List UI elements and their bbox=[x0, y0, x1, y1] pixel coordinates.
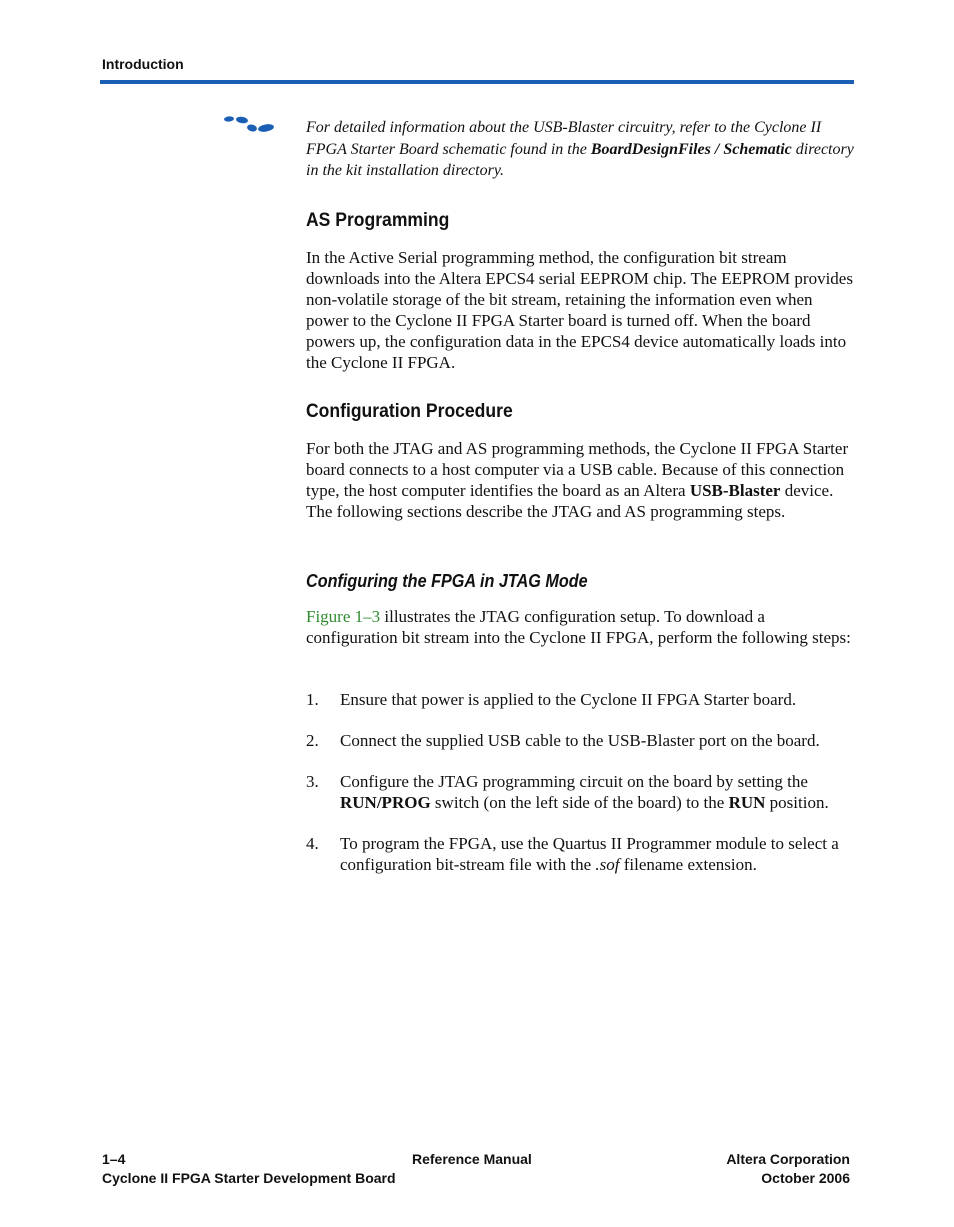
note-text-after: directory in the kit installation directory. bbox=[306, 140, 854, 179]
as-programming-body: In the Active Serial programming method, the configuration bit stream downloads into the Altera EPCS4 serial EEPROM chip. The EEPROM provides non-volatile storage of the bit stream, retaining the information even when power to the Cyclone II FPGA Starter board is turned off. When the board powers up, the configuration data in the EPCS4 device automatically loads into the Cyclone II FPGA. bbox=[306, 248, 853, 372]
note-text-before: For detailed information about the USB-Blaster circuitry, refer to the Cyclone II FPGA Starter Board schematic found in the bbox=[306, 119, 822, 158]
configuration-procedure-text-before: For both the JTAG and AS programming methods, the Cyclone II FPGA Starter board connects to a host computer via a USB cable. Because of this connection type, the host computer identifies the board as an Altera bbox=[306, 439, 849, 500]
footer-company: Altera Corporation bbox=[726, 1151, 850, 1167]
step-number: 2. bbox=[306, 731, 319, 750]
step-text bbox=[340, 772, 829, 812]
list-item-step-3 bbox=[306, 771, 854, 813]
jtag-mode-intro bbox=[306, 606, 854, 648]
figure-link[interactable]: Figure 1–3 bbox=[306, 607, 381, 626]
list-item-step-4 bbox=[306, 833, 854, 875]
step-text-part: Configure the JTAG programming circuit on the board by setting the bbox=[340, 772, 808, 791]
jtag-steps-list bbox=[306, 689, 854, 895]
jtag-mode-intro-text: illustrates the JTAG configuration setup. To download a configuration bit stream into the Cyclone II FPGA, perform the following steps: bbox=[306, 607, 851, 647]
step-text: Connect the supplied USB cable to the USB-Blaster port on the board. bbox=[340, 731, 820, 750]
heading-configuration-procedure: Configuration Procedure bbox=[306, 400, 513, 422]
run-prog-switch-term: RUN/PROG bbox=[340, 793, 431, 812]
list-item-step-2 bbox=[306, 730, 854, 751]
step-text bbox=[340, 834, 839, 874]
step-text-part: switch (on the left side of the board) to the bbox=[430, 793, 729, 812]
header-rule bbox=[100, 80, 854, 84]
step-text: Ensure that power is applied to the Cyclone II FPGA Starter board. bbox=[340, 690, 797, 709]
note-text bbox=[306, 117, 854, 182]
list-item-step-1 bbox=[306, 689, 854, 710]
sof-extension-term: .sof bbox=[595, 855, 620, 874]
step-text-part: To program the FPGA, use the Quartus II Programmer module to select a configuration bit-stream file with the bbox=[340, 834, 839, 874]
step-number: 4. bbox=[306, 834, 319, 853]
step-text-part: filename extension. bbox=[619, 855, 757, 874]
usb-blaster-term: USB-Blaster bbox=[689, 481, 781, 500]
footprints-note-icon bbox=[222, 114, 278, 138]
footer-doc-title: Cyclone II FPGA Starter Development Board bbox=[102, 1170, 396, 1186]
configuration-procedure-text-after: device. The following sections describe the JTAG and AS programming steps. bbox=[306, 481, 834, 521]
step-number: 1. bbox=[306, 690, 319, 709]
footer-page-number: 1–4 bbox=[102, 1151, 126, 1167]
note-path: BoardDesignFiles / Schematic bbox=[590, 140, 792, 158]
configuration-procedure-body bbox=[306, 438, 854, 522]
heading-as-programming: AS Programming bbox=[306, 209, 450, 231]
running-header-section: Introduction bbox=[102, 56, 184, 72]
step-number: 3. bbox=[306, 772, 319, 791]
heading-jtag-mode: Configuring the FPGA in JTAG Mode bbox=[306, 571, 588, 591]
footer-date: October 2006 bbox=[761, 1170, 850, 1186]
step-text-part: position. bbox=[765, 793, 829, 812]
run-position-term: RUN bbox=[728, 793, 766, 812]
footer-doc-type: Reference Manual bbox=[412, 1151, 532, 1167]
